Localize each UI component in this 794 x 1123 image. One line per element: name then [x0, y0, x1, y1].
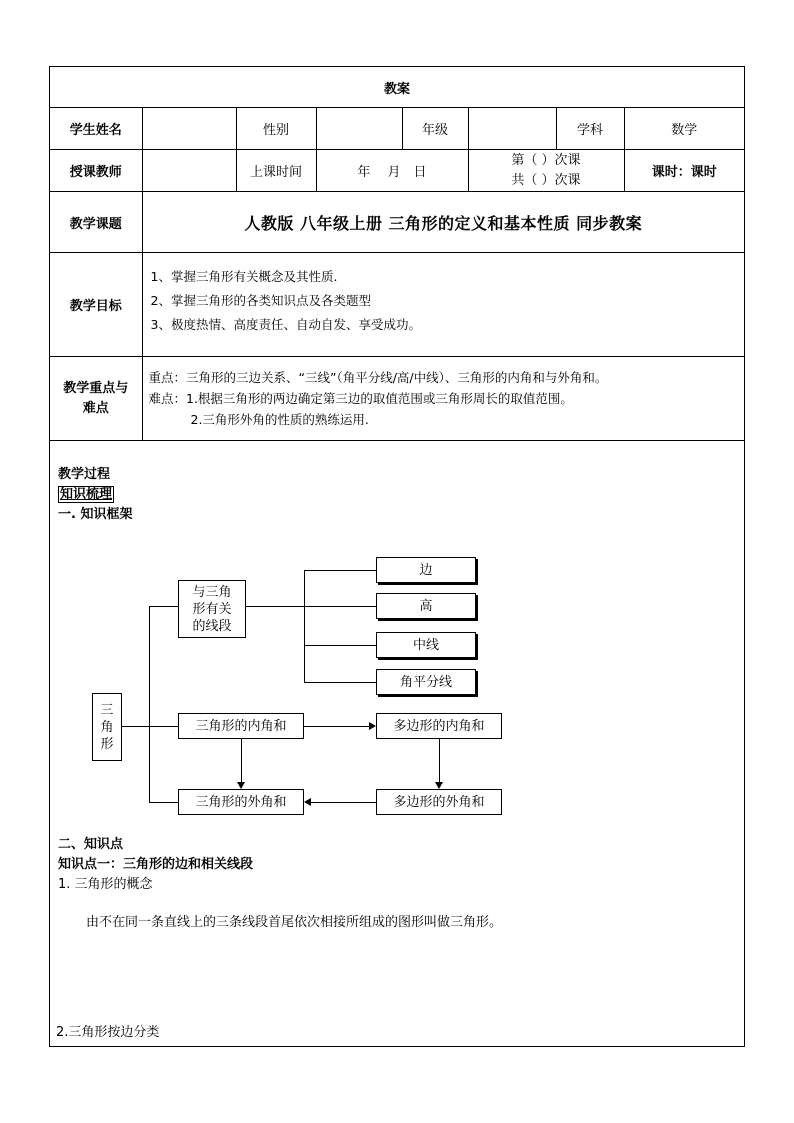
- knowledge-section-heading: 二、知识点: [58, 837, 124, 852]
- keypoints-label: [50, 357, 142, 441]
- teaching-process: [58, 465, 738, 525]
- lesson-info-table: [50, 67, 744, 441]
- review-heading: 知识梳理: [60, 487, 113, 502]
- lesson-count: [468, 150, 624, 192]
- connector-line: [304, 570, 305, 683]
- difficulty-text-1: 难点：1.根据三角形的两边确定第三边的取值范围或三角形周长的取值范围。: [148, 391, 573, 406]
- node-median: 中线: [376, 632, 476, 658]
- knowledge-point-1-heading: 知识点一：三角形的边和相关线段: [58, 857, 254, 872]
- arrow-down-icon: [237, 782, 245, 789]
- classify-by-sides-title: 2.三角形按边分类: [56, 1025, 160, 1040]
- goal-item: 3、极度热情、高度责任、自动自发、享受成功。: [150, 317, 421, 332]
- node-segments-line2: 形有关: [192, 601, 232, 617]
- lesson-plan-page: [49, 66, 745, 1047]
- teacher-field[interactable]: [142, 150, 236, 192]
- connector-line: [304, 606, 376, 607]
- lesson-count-line2: 共（ ）次课: [511, 172, 581, 188]
- node-polygon-exterior-sum: 多边形的外角和: [376, 789, 502, 815]
- connector-line: [241, 739, 242, 782]
- duration-value: 课时：课时: [624, 150, 744, 192]
- grade-label: 年级: [402, 108, 468, 150]
- node-related-segments: [178, 580, 246, 638]
- class-date-value: 年 月 日: [316, 150, 468, 192]
- student-name-label: 学生姓名: [50, 108, 142, 150]
- keypoints-label-line2: 难点: [82, 400, 109, 416]
- subject-label: 学科: [556, 108, 624, 150]
- goal-item: 1、掌握三角形有关概念及其性质.: [150, 269, 338, 284]
- connector-line: [149, 726, 178, 727]
- topic-value: 人教版 八年级上册 三角形的定义和基本性质 同步教案: [142, 192, 744, 253]
- node-triangle: [92, 693, 122, 761]
- teacher-label: 授课教师: [50, 150, 142, 192]
- node-height: 高: [376, 593, 476, 619]
- page-title: 教案: [50, 67, 744, 108]
- process-heading: 教学过程: [58, 467, 111, 482]
- connector-line: [246, 606, 304, 607]
- node-segments-line3: 的线段: [192, 618, 232, 634]
- connector-line: [149, 606, 150, 803]
- connector-line: [304, 570, 376, 571]
- gender-label: 性别: [236, 108, 316, 150]
- node-segments-line1: 与三角: [192, 584, 232, 600]
- concept-title: 1. 三角形的概念: [58, 877, 153, 892]
- node-polygon-interior-sum: 多边形的内角和: [376, 713, 502, 739]
- framework-heading: 一. 知识框架: [58, 507, 133, 522]
- node-triangle-interior-sum: 三角形的内角和: [178, 713, 304, 739]
- gender-field[interactable]: [316, 108, 402, 150]
- arrow-left-icon: [304, 798, 311, 806]
- arrow-down-icon: [435, 782, 443, 789]
- node-angle-bisector: 角平分线: [376, 669, 476, 695]
- connector-line: [122, 726, 150, 727]
- node-triangle-exterior-sum: 三角形的外角和: [178, 789, 304, 815]
- connector-line: [304, 682, 376, 683]
- connector-line: [149, 802, 178, 803]
- keypoints-label-line1: 教学重点与: [63, 380, 129, 396]
- subject-value: 数学: [624, 108, 744, 150]
- node-triangle-line2: 角: [100, 719, 114, 735]
- node-triangle-line3: 形: [100, 736, 114, 752]
- goals-label: 教学目标: [50, 253, 142, 357]
- grade-field[interactable]: [468, 108, 556, 150]
- connector-line: [439, 739, 440, 782]
- focus-text: 重点：三角形的三边关系、“三线”（角平分线/高/中线）、三角形的内角和与外角和。: [148, 370, 608, 385]
- connector-line: [304, 645, 376, 646]
- class-time-label: 上课时间: [236, 150, 316, 192]
- connector-line: [149, 606, 178, 607]
- topic-label: 教学课题: [50, 192, 142, 253]
- difficulty-text-2: 2.三角形外角的性质的熟练运用.: [190, 412, 369, 427]
- goals-list: [142, 253, 744, 357]
- knowledge-points: [58, 835, 738, 895]
- keypoints-content: [142, 357, 744, 441]
- student-name-field[interactable]: [142, 108, 236, 150]
- node-side: 边: [376, 557, 476, 583]
- connector-line: [304, 726, 370, 727]
- knowledge-framework-diagram: [88, 543, 588, 823]
- concept-definition: 由不在同一条直线上的三条线段首尾依次相接所组成的图形叫做三角形。: [86, 915, 503, 930]
- goal-item: 2、掌握三角形的各类知识点及各类题型: [150, 293, 371, 308]
- connector-line: [311, 802, 376, 803]
- arrow-right-icon: [369, 722, 376, 730]
- node-triangle-line1: 三: [100, 702, 114, 718]
- lesson-count-line1: 第（ ）次课: [511, 152, 581, 168]
